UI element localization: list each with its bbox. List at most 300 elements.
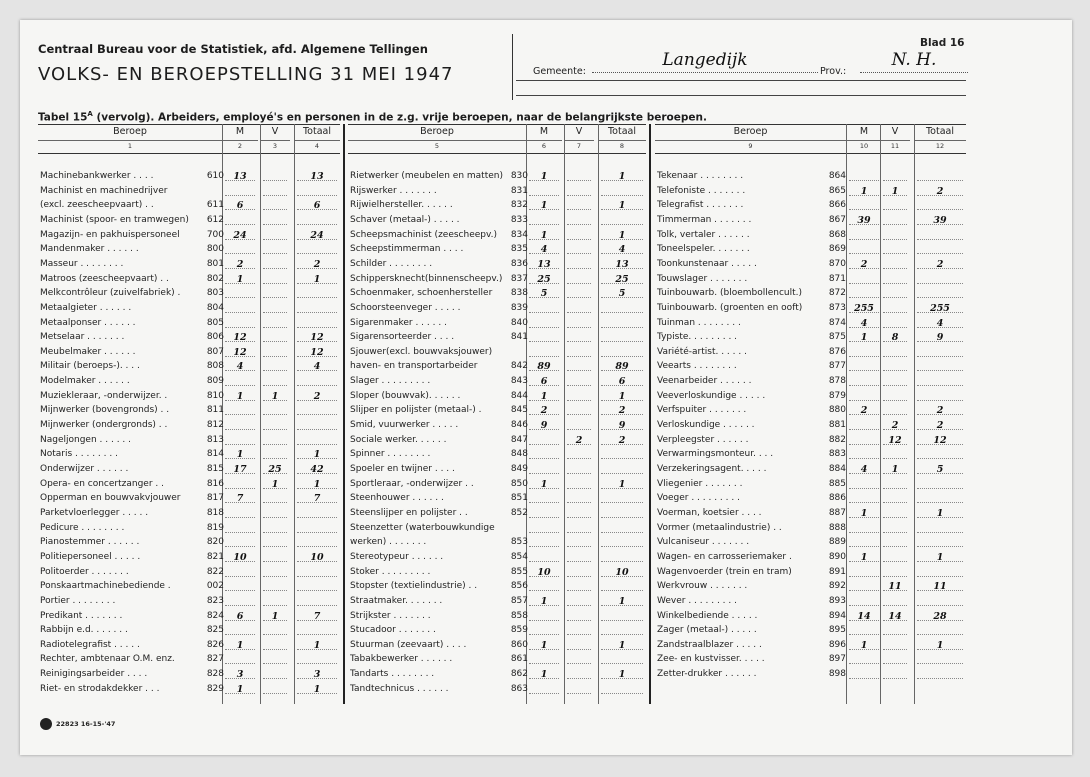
entry-dotted-line bbox=[529, 561, 559, 562]
count-t: 2 bbox=[936, 185, 944, 197]
occupation-label: Tekenaar . . . . . . . . bbox=[657, 171, 744, 181]
table-row bbox=[38, 478, 340, 491]
occupation-code: 894 bbox=[828, 610, 846, 621]
table-row bbox=[38, 229, 340, 242]
occupation-label: Verwarmingsmonteur. . . . bbox=[657, 449, 774, 460]
count-t: 2 bbox=[313, 258, 321, 270]
count-m: 13 bbox=[233, 171, 247, 182]
count-m: 255 bbox=[854, 302, 874, 314]
entry-dotted-line bbox=[849, 253, 879, 254]
entry-dotted-line bbox=[849, 400, 879, 401]
count-t: 1 bbox=[618, 171, 626, 182]
entry-dotted-line bbox=[263, 297, 287, 298]
entry-dotted-line bbox=[263, 414, 287, 415]
entry-dotted-line bbox=[529, 195, 559, 196]
entry-dotted-line bbox=[917, 180, 963, 181]
count-m: 1 bbox=[236, 273, 244, 285]
header-totaal: Totaal bbox=[914, 124, 966, 141]
entry-dotted-line bbox=[225, 444, 255, 445]
table-row bbox=[348, 404, 646, 417]
entry-dotted-line bbox=[883, 458, 907, 459]
count-t: 2 bbox=[936, 405, 944, 417]
entry-dotted-line bbox=[883, 663, 907, 664]
count-t: 2 bbox=[936, 258, 944, 270]
count-m: 1 bbox=[860, 185, 868, 197]
occupation-code: 612 bbox=[206, 214, 224, 225]
occupation-label: Vulcaniseur . . . . . . . bbox=[657, 537, 750, 548]
table-row bbox=[348, 375, 646, 388]
table-row bbox=[655, 199, 966, 212]
table-row bbox=[348, 331, 646, 344]
table-row bbox=[655, 331, 966, 344]
occupation-label: Sjouwer(excl. bouwvaksjouwer) bbox=[350, 346, 493, 357]
count-t: 6 bbox=[313, 200, 321, 212]
entry-dotted-line bbox=[567, 649, 591, 650]
entry-dotted-line bbox=[917, 634, 963, 635]
count-m: 1 bbox=[236, 683, 244, 695]
occupation-label: Rechter, ambtenaar O.M. enz. bbox=[40, 654, 175, 665]
entry-dotted-line bbox=[601, 327, 643, 328]
table-row bbox=[348, 419, 646, 432]
entry-dotted-line bbox=[917, 283, 963, 284]
column-number: 12 bbox=[935, 142, 945, 150]
header-beroep: Beroep bbox=[655, 124, 846, 141]
entry-dotted-line bbox=[849, 283, 879, 284]
occupation-code: 856 bbox=[510, 581, 528, 592]
entry-dotted-line bbox=[917, 458, 963, 459]
table-row bbox=[655, 522, 966, 535]
occupation-code: 895 bbox=[828, 625, 846, 636]
entry-dotted-line bbox=[849, 605, 879, 606]
count-t: 1 bbox=[313, 273, 321, 285]
table-row bbox=[38, 390, 340, 403]
entry-dotted-line bbox=[883, 649, 907, 650]
entry-dotted-line bbox=[263, 341, 287, 342]
count-m: 10 bbox=[233, 551, 247, 563]
count-v: 1 bbox=[271, 610, 279, 622]
table-row bbox=[348, 639, 646, 652]
entry-dotted-line bbox=[529, 590, 559, 591]
entry-dotted-line bbox=[225, 327, 255, 328]
header-totaal: Totaal bbox=[598, 124, 646, 141]
occupation-label: Pedicure . . . . . . . . bbox=[40, 522, 125, 533]
count-m: 1 bbox=[540, 669, 548, 681]
count-t: 2 bbox=[936, 420, 944, 432]
entry-dotted-line bbox=[567, 224, 591, 225]
entry-dotted-line bbox=[225, 532, 255, 533]
occupation-label: Steenzetter (waterbouwkundige bbox=[350, 522, 495, 533]
occupation-label: Voeger . . . . . . . . . bbox=[657, 493, 740, 504]
entry-dotted-line bbox=[529, 502, 559, 503]
entry-dotted-line bbox=[883, 283, 907, 284]
entry-dotted-line bbox=[917, 576, 963, 577]
count-t: 9 bbox=[936, 332, 944, 344]
occupation-label: Riet- en strodakdekker . . . bbox=[40, 683, 160, 694]
entry-dotted-line bbox=[263, 576, 287, 577]
entry-dotted-line bbox=[849, 370, 879, 371]
count-m: 1 bbox=[540, 639, 548, 651]
section-divider bbox=[343, 124, 345, 704]
entry-dotted-line bbox=[917, 209, 963, 210]
occupation-label: Tabakbewerker . . . . . . bbox=[350, 654, 453, 665]
occupation-label: Stoker . . . . . . . . . bbox=[350, 566, 431, 577]
entry-dotted-line bbox=[529, 312, 559, 313]
entry-dotted-line bbox=[263, 649, 287, 650]
occupation-label: Politoerder . . . . . . . bbox=[40, 566, 129, 577]
table-row bbox=[655, 653, 966, 666]
occupation-code: 874 bbox=[828, 317, 846, 328]
occupation-table bbox=[38, 124, 966, 704]
occupation-label: Winkelbediende . . . . . bbox=[657, 610, 758, 621]
occupation-label: Rietwerker (meubelen en matten) bbox=[350, 171, 503, 181]
occupation-label: Stucadoor . . . . . . . bbox=[350, 625, 436, 636]
table-row bbox=[348, 346, 646, 359]
occupation-label: Strijkster . . . . . . . bbox=[350, 610, 431, 621]
table-row bbox=[38, 317, 340, 330]
count-m: 2 bbox=[540, 405, 548, 417]
header-divider bbox=[512, 34, 513, 100]
entry-dotted-line bbox=[529, 327, 559, 328]
count-v: 8 bbox=[891, 332, 899, 344]
occupation-label: Parketvloerlegger . . . . . bbox=[40, 507, 149, 518]
count-v: 1 bbox=[271, 478, 279, 490]
entry-dotted-line bbox=[883, 502, 907, 503]
entry-dotted-line bbox=[225, 312, 255, 313]
entry-dotted-line bbox=[567, 488, 591, 489]
occupation-label: Machinebankwerker . . . . bbox=[40, 171, 154, 181]
entry-dotted-line bbox=[263, 370, 287, 371]
entry-dotted-line bbox=[883, 385, 907, 386]
entry-dotted-line bbox=[263, 327, 287, 328]
entry-dotted-line bbox=[263, 634, 287, 635]
table-row bbox=[655, 287, 966, 300]
entry-dotted-line bbox=[567, 327, 591, 328]
occupation-code: 807 bbox=[206, 346, 224, 357]
table-row bbox=[348, 170, 646, 183]
entry-dotted-line bbox=[225, 590, 255, 591]
occupation-code: 812 bbox=[206, 420, 224, 431]
occupation-label: Wagen- en carrosseriemaker . bbox=[657, 551, 792, 562]
occupation-label: Touwslager . . . . . . . bbox=[657, 273, 748, 284]
entry-dotted-line bbox=[225, 297, 255, 298]
column-number: 7 bbox=[576, 142, 582, 150]
occupation-label: Stuurman (zeevaart) . . . . bbox=[350, 639, 467, 650]
table-row bbox=[348, 273, 646, 286]
count-m: 39 bbox=[857, 214, 871, 226]
count-m: 4 bbox=[860, 317, 868, 329]
entry-dotted-line bbox=[567, 414, 591, 415]
occupation-label: Onderwijzer . . . . . . bbox=[40, 464, 129, 474]
entry-dotted-line bbox=[567, 458, 591, 459]
entry-dotted-line bbox=[849, 663, 879, 664]
occupation-label: Schilder . . . . . . . . bbox=[350, 258, 433, 269]
entry-dotted-line bbox=[263, 663, 287, 664]
count-t: 6 bbox=[618, 376, 626, 388]
occupation-code: 871 bbox=[828, 273, 846, 284]
entry-dotted-line bbox=[529, 634, 559, 635]
entry-dotted-line bbox=[263, 195, 287, 196]
occupation-code: 883 bbox=[828, 449, 846, 460]
entry-dotted-line bbox=[917, 605, 963, 606]
count-m: 14 bbox=[857, 610, 871, 622]
occupation-code: 822 bbox=[206, 566, 224, 577]
occupation-label: Modelmaker . . . . . . bbox=[40, 376, 130, 387]
occupation-code: 829 bbox=[206, 683, 224, 694]
occupation-code: 848 bbox=[510, 449, 528, 460]
entry-dotted-line bbox=[567, 429, 591, 430]
entry-dotted-line bbox=[263, 385, 287, 386]
occupation-label: Sigarenmaker . . . . . . bbox=[350, 317, 447, 328]
table-row bbox=[348, 199, 646, 212]
occupation-label: Timmerman . . . . . . . bbox=[657, 214, 752, 225]
occupation-label: Matroos (zeescheepvaart) . . bbox=[40, 273, 169, 284]
table-row bbox=[348, 551, 646, 564]
table-row bbox=[348, 317, 646, 330]
occupation-code: 849 bbox=[510, 464, 528, 474]
table-row bbox=[348, 360, 646, 373]
entry-dotted-line bbox=[297, 297, 337, 298]
header-v: V bbox=[880, 124, 910, 141]
occupation-label: Mandenmaker . . . . . . bbox=[40, 244, 139, 255]
table-row bbox=[655, 639, 966, 652]
table-row bbox=[655, 448, 966, 461]
count-t: 28 bbox=[933, 610, 947, 622]
table-row bbox=[38, 639, 340, 652]
occupation-label: Zandstraalblazer . . . . . bbox=[657, 639, 762, 650]
entry-dotted-line bbox=[849, 209, 879, 210]
occupation-label: Stereotypeur . . . . . . bbox=[350, 551, 444, 562]
table-row bbox=[38, 668, 340, 681]
entry-dotted-line bbox=[601, 473, 643, 474]
column-number: 1 bbox=[127, 142, 133, 150]
occupation-label: Veearts . . . . . . . . bbox=[657, 361, 737, 372]
occupation-label: Scheepstimmerman . . . . bbox=[350, 244, 464, 255]
occupation-label: Rijswerker . . . . . . . bbox=[350, 185, 437, 196]
count-t: 9 bbox=[618, 420, 626, 432]
table-row bbox=[348, 566, 646, 579]
entry-dotted-line bbox=[601, 663, 643, 664]
entry-dotted-line bbox=[225, 429, 255, 430]
count-t: 25 bbox=[615, 273, 629, 285]
header-left bbox=[38, 42, 454, 85]
entry-dotted-line bbox=[567, 370, 591, 371]
table-row bbox=[38, 610, 340, 623]
count-t: 2 bbox=[313, 390, 321, 402]
count-t: 1 bbox=[618, 229, 626, 241]
table-row bbox=[655, 214, 966, 227]
entry-dotted-line bbox=[883, 297, 907, 298]
occupation-label: Schoenmaker, schoenhersteller bbox=[350, 288, 493, 299]
occupation-label: Tandarts . . . . . . . . bbox=[350, 669, 435, 680]
entry-dotted-line bbox=[917, 546, 963, 547]
entry-dotted-line bbox=[225, 488, 255, 489]
table-row bbox=[348, 610, 646, 623]
table-row bbox=[38, 551, 340, 564]
entry-dotted-line bbox=[849, 502, 879, 503]
table-row bbox=[38, 258, 340, 271]
entry-dotted-line bbox=[567, 561, 591, 562]
gemeente-value: Langedijk bbox=[592, 50, 818, 73]
entry-dotted-line bbox=[225, 224, 255, 225]
table-row bbox=[655, 478, 966, 491]
occupation-code: 868 bbox=[828, 229, 846, 240]
occupation-label: Zetter-drukker . . . . . . bbox=[657, 669, 757, 680]
table-row bbox=[655, 551, 966, 564]
entry-dotted-line bbox=[263, 239, 287, 240]
entry-dotted-line bbox=[529, 693, 559, 694]
table-row bbox=[38, 170, 340, 183]
entry-dotted-line bbox=[529, 356, 559, 357]
occupation-code: 889 bbox=[828, 537, 846, 548]
entry-dotted-line bbox=[917, 502, 963, 503]
entry-dotted-line bbox=[883, 488, 907, 489]
count-m: 6 bbox=[236, 610, 244, 622]
occupation-code: 841 bbox=[510, 332, 528, 343]
count-v: 25 bbox=[268, 464, 282, 475]
occupation-code: 831 bbox=[510, 185, 528, 196]
occupation-label: Tandtechnicus . . . . . . bbox=[350, 683, 449, 694]
entry-dotted-line bbox=[567, 268, 591, 269]
organization-name: Centraal Bureau voor de Statistiek, afd. Algemene Tellingen bbox=[38, 42, 428, 56]
table-row bbox=[655, 595, 966, 608]
occupation-code: 859 bbox=[510, 625, 528, 636]
table-row bbox=[655, 258, 966, 271]
occupation-code: 830 bbox=[510, 171, 528, 181]
entry-dotted-line bbox=[263, 356, 287, 357]
occupation-label: Voerman, koetsier . . . . bbox=[657, 507, 762, 518]
occupation-label: Machinist (spoor- en tramwegen) bbox=[40, 214, 189, 225]
table-row bbox=[655, 317, 966, 330]
entry-dotted-line bbox=[567, 620, 591, 621]
occupation-label: (excl. zeescheepvaart) . . bbox=[40, 200, 154, 211]
table-row bbox=[38, 375, 340, 388]
occupation-code: 864 bbox=[828, 171, 846, 181]
count-m: 1 bbox=[860, 639, 868, 651]
occupation-label: Vliegenier . . . . . . . bbox=[657, 478, 743, 489]
occupation-code: 835 bbox=[510, 244, 528, 255]
table-row bbox=[348, 507, 646, 520]
occupation-code: 872 bbox=[828, 288, 846, 299]
occupation-label: Magazijn- en pakhuispersoneel bbox=[40, 229, 180, 240]
header-rule bbox=[516, 80, 966, 81]
count-t: 5 bbox=[618, 288, 626, 300]
occupation-code: 828 bbox=[206, 669, 224, 680]
table-row bbox=[348, 258, 646, 271]
occupation-label: Slager . . . . . . . . . bbox=[350, 376, 431, 387]
entry-dotted-line bbox=[849, 532, 879, 533]
occupation-label: Schaver (metaal-) . . . . . bbox=[350, 214, 460, 225]
occupation-label: Melkcontrôleur (zuivelfabriek) . bbox=[40, 288, 181, 299]
entry-dotted-line bbox=[601, 195, 643, 196]
entry-dotted-line bbox=[567, 473, 591, 474]
count-t: 1 bbox=[618, 478, 626, 490]
occupation-code: 875 bbox=[828, 332, 846, 343]
table-row bbox=[38, 463, 340, 476]
entry-dotted-line bbox=[601, 620, 643, 621]
entry-dotted-line bbox=[567, 297, 591, 298]
count-t: 2 bbox=[618, 405, 626, 417]
table-row bbox=[38, 683, 340, 696]
entry-dotted-line bbox=[917, 385, 963, 386]
occupation-label: Sociale werker. . . . . . bbox=[350, 434, 447, 445]
entry-dotted-line bbox=[601, 224, 643, 225]
count-t: 7 bbox=[313, 493, 321, 505]
count-m: 1 bbox=[236, 639, 244, 651]
count-t: 13 bbox=[615, 258, 629, 270]
occupation-code: 802 bbox=[206, 273, 224, 284]
table-row bbox=[348, 653, 646, 666]
occupation-label: Meubelmaker . . . . . . bbox=[40, 346, 136, 357]
header-m: M bbox=[846, 124, 882, 141]
count-m: 9 bbox=[540, 420, 548, 432]
count-m: 17 bbox=[233, 464, 247, 475]
entry-dotted-line bbox=[849, 180, 879, 181]
entry-dotted-line bbox=[601, 561, 643, 562]
occupation-code: 852 bbox=[510, 507, 528, 518]
count-t: 1 bbox=[618, 200, 626, 212]
occupation-code: 827 bbox=[206, 654, 224, 665]
entry-dotted-line bbox=[883, 224, 907, 225]
entry-dotted-line bbox=[263, 458, 287, 459]
occupation-code: 879 bbox=[828, 390, 846, 401]
entry-dotted-line bbox=[225, 414, 255, 415]
occupation-code: 877 bbox=[828, 361, 846, 372]
entry-dotted-line bbox=[263, 268, 287, 269]
column-number: 3 bbox=[272, 142, 278, 150]
count-t: 5 bbox=[936, 464, 944, 475]
occupation-code: 853 bbox=[510, 537, 528, 548]
entry-dotted-line bbox=[225, 663, 255, 664]
occupation-code: 837 bbox=[510, 273, 528, 284]
table-row bbox=[655, 580, 966, 593]
printer-logo-icon bbox=[40, 718, 52, 730]
entry-dotted-line bbox=[917, 356, 963, 357]
entry-dotted-line bbox=[567, 400, 591, 401]
entry-dotted-line bbox=[567, 283, 591, 284]
count-m: 6 bbox=[236, 200, 244, 212]
occupation-code: 863 bbox=[510, 683, 528, 694]
occupation-label: Mijnwerker (bovengronds) . . bbox=[40, 405, 170, 416]
header-v: V bbox=[564, 124, 594, 141]
occupation-code: 819 bbox=[206, 522, 224, 533]
table-row bbox=[348, 522, 646, 535]
entry-dotted-line bbox=[849, 576, 879, 577]
occupation-code: 873 bbox=[828, 302, 846, 313]
occupation-label: Scheepsmachinist (zeescheepv.) bbox=[350, 229, 497, 240]
occupation-label: Telefoniste . . . . . . . bbox=[657, 185, 746, 196]
column-number: 4 bbox=[314, 142, 320, 150]
entry-dotted-line bbox=[567, 239, 591, 240]
table-row bbox=[348, 214, 646, 227]
table-row bbox=[38, 185, 340, 198]
occupation-code: 857 bbox=[510, 595, 528, 606]
count-t: 255 bbox=[930, 302, 950, 314]
table-row bbox=[348, 624, 646, 637]
entry-dotted-line bbox=[883, 400, 907, 401]
entry-dotted-line bbox=[601, 356, 643, 357]
section-divider bbox=[649, 124, 651, 704]
occupation-label: Machinist en machinedrijver bbox=[40, 185, 168, 196]
entry-dotted-line bbox=[297, 327, 337, 328]
count-v: 2 bbox=[575, 434, 583, 446]
entry-dotted-line bbox=[601, 341, 643, 342]
count-m: 25 bbox=[537, 273, 551, 285]
entry-dotted-line bbox=[567, 590, 591, 591]
entry-dotted-line bbox=[917, 297, 963, 298]
occupation-code: 890 bbox=[828, 551, 846, 562]
count-m: 6 bbox=[540, 376, 548, 388]
count-m: 7 bbox=[236, 493, 244, 505]
